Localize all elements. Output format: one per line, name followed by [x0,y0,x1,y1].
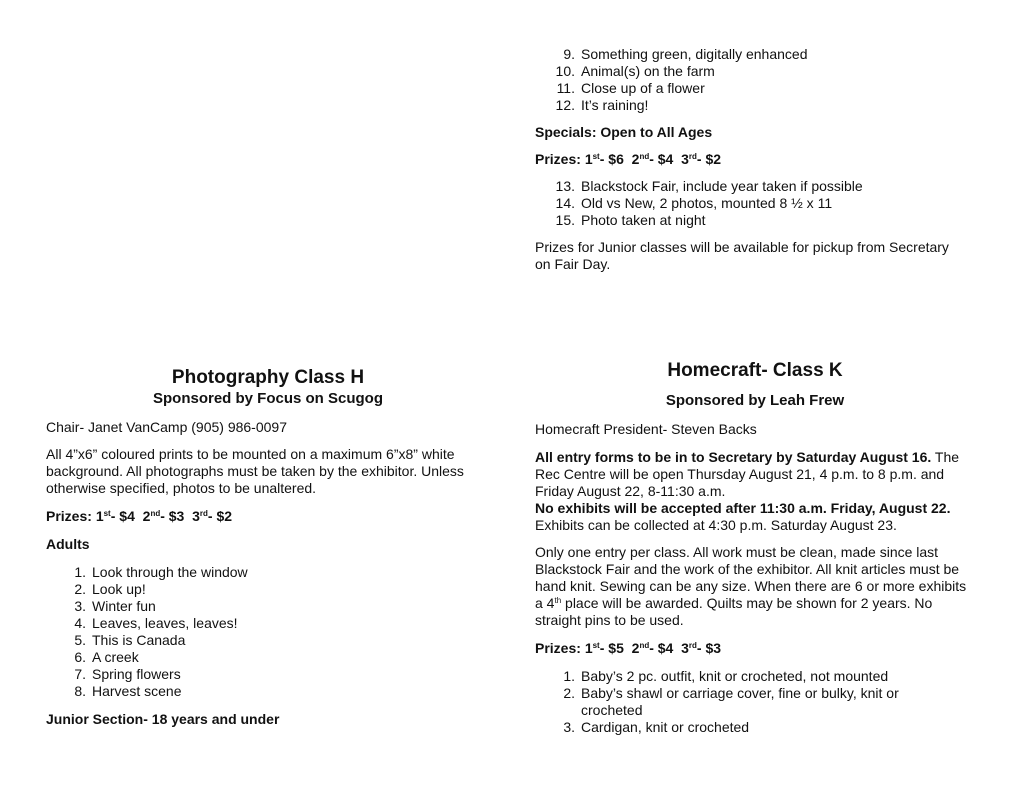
item-text: Baby’s 2 pc. outfit, knit or crocheted, not mounted [581,668,889,684]
adults-heading: Adults [46,536,90,552]
prizes-label: Prizes: [46,508,96,524]
list-item [535,97,955,114]
prize-suffix: rd [199,509,208,518]
item-number: 5. [74,632,86,648]
item-text: Look through the window [92,564,248,580]
item-text: Harvest scene [92,683,182,699]
item-text: Photo taken at night [581,212,706,228]
specials-heading: Specials: Open to All Ages [535,124,713,140]
item-number: 11. [556,80,575,96]
rules-text: place will be awarded. Quilts may be shown for 2 years. No straight pins to be used. [535,595,933,628]
section-sponsor: Sponsored by Leah Frew [665,392,845,409]
prize-amount: - $6 [599,151,624,167]
list-item [535,212,955,229]
prize-place: 3 [192,508,200,524]
list-item [535,685,935,719]
list-item [535,63,955,80]
entry-hours: The Rec Centre will be open Thursday August 21, 4 p.m. to 8 p.m. and Friday August 22, 8-11:30 a.m. [535,449,960,499]
collection-notice: Exhibits can be collected at 4:30 p.m. Saturday August 23. [535,517,897,533]
junior-section-heading: Junior Section- 18 years and under [46,711,280,727]
prize-amount: - $5 [599,640,624,656]
item-number: 7. [74,666,86,682]
item-number: 3. [563,719,575,735]
list-item [46,598,490,615]
item-text: A creek [92,649,139,665]
prizes-label: Prizes: [535,640,585,656]
prize-suffix: rd [688,641,697,650]
photography-section [46,367,490,728]
item-text: Spring flowers [92,666,181,682]
item-number: 1. [563,668,575,684]
prize-amount: - $4 [110,508,135,524]
item-text: Baby’s shawl or carriage cover, fine or bulky, knit or crocheted [581,685,899,718]
prize-amount: - $2 [207,508,233,524]
prize-amount: - $3 [696,640,722,656]
item-number: 6. [74,649,86,665]
item-number: 3. [74,598,86,614]
list-item [535,668,935,685]
rules-text: Only one entry per class. All work must be clean, made since last Blackstock Fair and the work of the exhibitor. All knit articles must be hand knit. Sewing can be any size. When there are 6 or more exhibits a 4 [535,544,967,611]
list-item [535,80,955,97]
prize-suffix: st [592,152,600,161]
item-text: Blackstock Fair, include year taken if possible [581,178,863,194]
photo-list-13-15 [535,178,955,229]
section-sponsor: Sponsored by Focus on Scugog [152,390,383,407]
prize-place: 2 [631,640,640,656]
prize-amount: - $3 [160,508,185,524]
item-number: 10. [555,63,575,79]
prize-place: 2 [631,151,640,167]
list-item [46,666,490,683]
rules-paragraph: All 4”x6” coloured prints to be mounted on a maximum 6”x8” white background. All photographs must be taken by the exhibitor. Unless otherwise specified, photos to be unaltered. [46,446,464,496]
item-number: 15. [555,212,575,228]
prize-place: 1 [95,508,104,524]
list-item [46,581,490,598]
rules-suffix: th [554,596,562,605]
list-item [535,46,955,63]
prize-suffix: nd [150,509,161,518]
entry-deadline: All entry forms to be in to Secretary by Saturday August 16. [535,449,932,465]
prize-suffix: st [103,509,111,518]
list-item [535,178,955,195]
item-text: Something green, digitally enhanced [581,46,808,62]
prize-amount: - $4 [649,640,674,656]
list-item [535,195,955,212]
item-text: Look up! [92,581,146,597]
no-exhibits-notice: No exhibits will be accepted after 11:30 a.m. Friday, August 22. [535,500,951,516]
list-item [46,564,490,581]
item-text: Winter fun [92,598,156,614]
item-number: 2. [563,685,575,701]
prize-place: 1 [584,151,593,167]
photo-list-9-12 [535,46,955,114]
prize-suffix: rd [688,152,697,161]
prize-amount: - $2 [696,151,722,167]
specials-prizes [535,151,955,168]
item-text: Animal(s) on the farm [581,63,715,79]
item-number: 13. [555,178,575,194]
item-text: This is Canada [92,632,186,648]
section-title: Homecraft- Class K [667,360,843,381]
item-text: Leaves, leaves, leaves! [92,615,238,631]
item-number: 1. [74,564,86,580]
item-number: 8. [74,683,86,699]
homecraft-list [535,668,935,736]
prize-place: 2 [142,508,151,524]
homecraft-rules [535,544,975,629]
item-number: 4. [74,615,86,631]
list-item [535,719,935,736]
prize-suffix: st [592,641,600,650]
list-item [46,683,490,700]
item-number: 14. [555,195,575,211]
list-item [46,632,490,649]
list-item [46,615,490,632]
prize-place: 3 [681,640,689,656]
prize-place: 1 [584,640,593,656]
photography-prizes [46,508,490,525]
prize-place: 3 [681,151,689,167]
photography-adult-list [46,564,490,700]
homecraft-section [535,360,975,736]
item-text: It’s raining! [581,97,649,113]
homecraft-prizes [535,640,975,657]
item-text: Cardigan, knit or crocheted [581,719,750,735]
prizes-label: Prizes: [535,151,585,167]
prize-suffix: nd [639,641,650,650]
section-title: Photography Class H [171,367,365,388]
item-number: 9. [563,46,575,62]
junior-prizes-note: Prizes for Junior classes will be available for pickup from Secretary on Fair Day. [535,239,949,272]
right-top-column [535,46,955,273]
item-text: Close up of a flower [581,80,705,96]
item-number: 2. [74,581,86,597]
item-text: Old vs New, 2 photos, mounted 8 ½ x 11 [581,195,833,211]
prize-amount: - $4 [649,151,674,167]
prize-suffix: nd [639,152,650,161]
item-number: 12. [555,97,575,113]
list-item [46,649,490,666]
president-line: Homecraft President- Steven Backs [535,421,757,437]
chair-line: Chair- Janet VanCamp (905) 986-0097 [46,419,287,435]
entry-paragraph [535,449,975,534]
